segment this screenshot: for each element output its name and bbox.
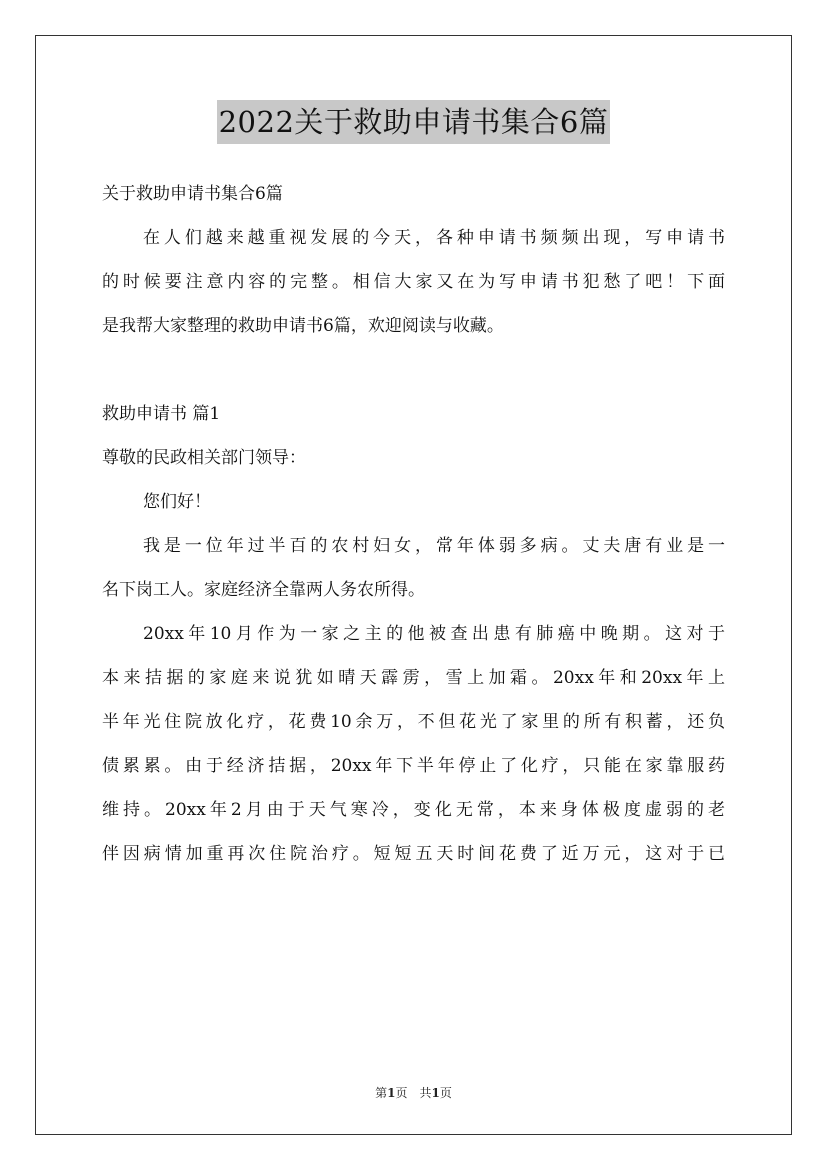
document-title: 2022关于救助申请书集合6篇 <box>217 100 611 144</box>
paragraph-line: 是我帮大家整理的救助申请书6篇，欢迎阅读与收藏。 <box>102 316 504 336</box>
paragraph-line: 伴因病情加重再次住院治疗。短短五天时间花费了近万元，这对于已 <box>102 844 725 864</box>
salutation: 尊敬的民政相关部门领导： <box>102 448 306 468</box>
page-current: 1 <box>387 1086 396 1100</box>
page-total: 1 <box>431 1086 440 1100</box>
page-suffix: 页 <box>439 1086 452 1100</box>
page-footer <box>0 1084 827 1101</box>
title-container <box>0 100 827 144</box>
paragraph-line: 我是一位年过半百的农村妇女，常年体弱多病。丈夫唐有业是一 <box>143 536 725 556</box>
section-heading: 救助申请书 篇1 <box>102 404 221 424</box>
paragraph-line: 半年光住院放化疗，花费10余万，不但花光了家里的所有积蓄，还负 <box>102 712 725 732</box>
intro-paragraph <box>102 216 725 348</box>
body-paragraph-1 <box>102 524 725 612</box>
greeting: 您们好！ <box>143 492 211 512</box>
page-prefix: 第 <box>375 1086 388 1100</box>
document-body <box>102 172 725 876</box>
document-subtitle: 关于救助申请书集合6篇 <box>102 184 283 204</box>
blank-line <box>102 348 725 392</box>
paragraph-line: 债累累。由于经济拮据，20xx年下半年停止了化疗，只能在家靠服药 <box>102 756 725 776</box>
paragraph-line: 在人们越来越重视发展的今天，各种申请书频频出现，写申请书 <box>143 228 725 248</box>
paragraph-line: 本来拮据的家庭来说犹如晴天霹雳，雪上加霜。20xx年和20xx年上 <box>102 668 725 688</box>
body-paragraph-2 <box>102 612 725 876</box>
paragraph-line: 名下岗工人。家庭经济全靠两人务农所得。 <box>102 580 425 600</box>
paragraph-line: 维持。20xx年2月由于天气寒冷，变化无常，本来身体极度虚弱的老 <box>102 800 725 820</box>
page-mid: 页 共 <box>395 1086 432 1100</box>
paragraph-line: 20xx年10月作为一家之主的他被查出患有肺癌中晚期。这对于 <box>143 624 725 644</box>
paragraph-line: 的时候要注意内容的完整。相信大家又在为写申请书犯愁了吧！下面 <box>102 272 725 292</box>
